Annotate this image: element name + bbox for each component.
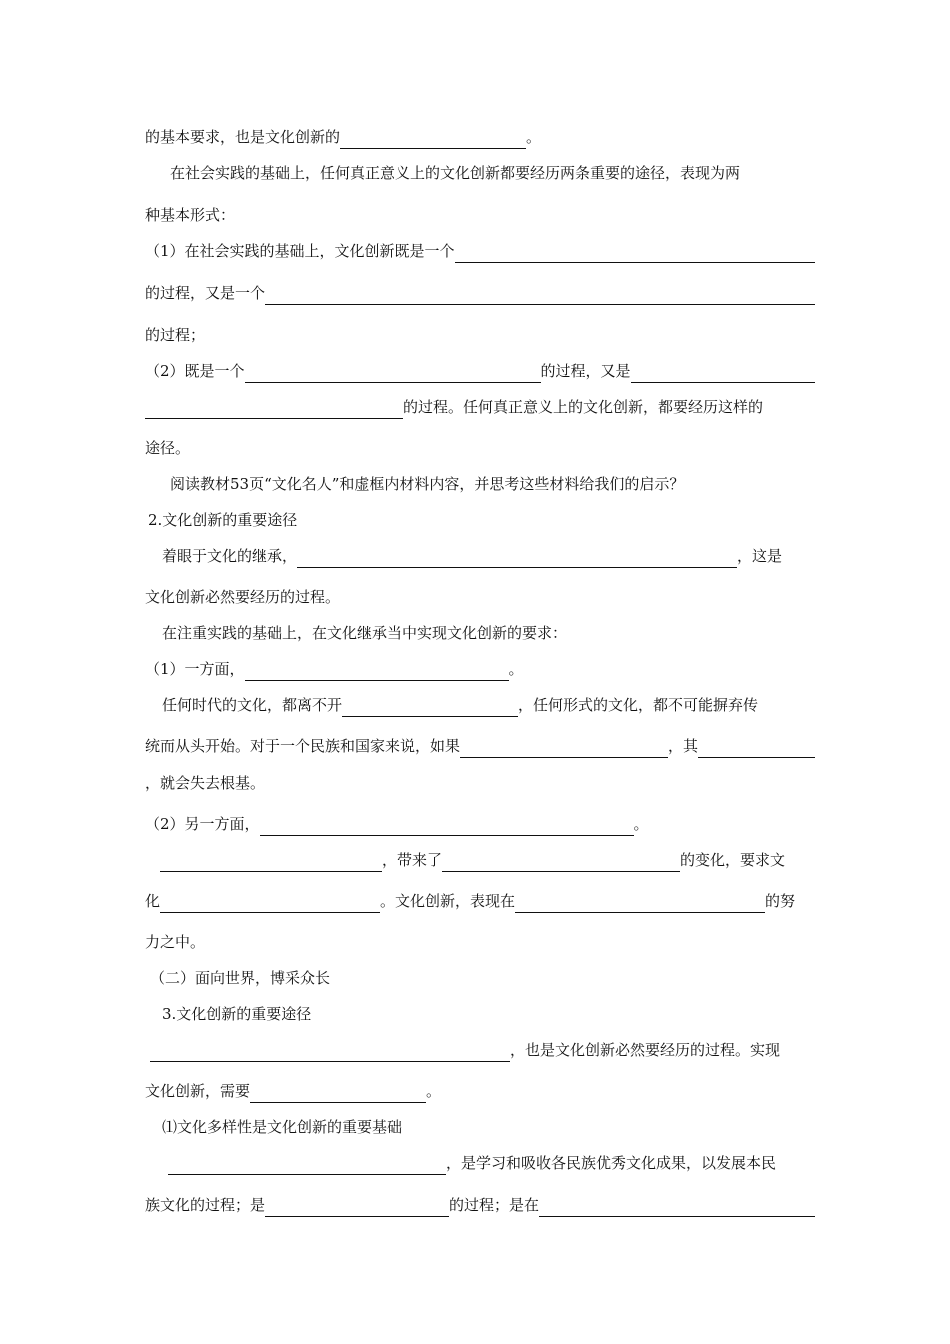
fill-blank[interactable] xyxy=(631,365,815,383)
fill-blank[interactable] xyxy=(698,740,815,758)
fill-blank[interactable] xyxy=(260,818,634,836)
line-text: 。文化创新，表现在 xyxy=(380,892,516,910)
paragraph-line xyxy=(145,436,815,460)
fill-blank[interactable] xyxy=(342,699,518,717)
text-line xyxy=(162,544,815,568)
text-line xyxy=(145,281,815,305)
line-text: （二）面向世界，博采众长 xyxy=(150,969,331,987)
fill-blank[interactable] xyxy=(160,895,380,913)
line-text: 文化创新，需要 xyxy=(145,1082,251,1100)
fill-blank[interactable] xyxy=(455,245,815,263)
line-text: 阅读教材53页“文化名人”和虚框内材料内容，并思考这些材料给我们的启示？ xyxy=(170,475,685,493)
line-text: 在社会实践的基础上，任何真正意义上的文化创新都要经历两条重要的途径，表现为两 xyxy=(170,164,741,182)
line-text: 化 xyxy=(145,892,161,910)
text-line xyxy=(145,889,815,913)
text-line xyxy=(145,395,815,419)
text-line xyxy=(145,657,815,681)
text-line xyxy=(168,1151,815,1175)
paragraph-line xyxy=(145,930,815,954)
line-text: ，是学习和吸收各民族优秀文化成果，以发展本民 xyxy=(446,1154,777,1172)
paragraph-line xyxy=(170,472,815,496)
line-text: 3.文化创新的重要途径 xyxy=(162,1005,312,1023)
line-text: 2.文化创新的重要途径 xyxy=(148,511,298,529)
line-text: 着眼于文化的继承， xyxy=(162,547,298,565)
paragraph-line xyxy=(162,621,815,645)
paragraph-line xyxy=(170,161,815,185)
line-text: 的过程，又是 xyxy=(540,362,631,380)
fill-blank[interactable] xyxy=(245,663,509,681)
fill-blank[interactable] xyxy=(150,1044,510,1062)
paragraph-line xyxy=(145,585,815,609)
line-text: 的变化，要求文 xyxy=(680,851,786,869)
text-line xyxy=(145,125,815,149)
line-text: 在注重实践的基础上，在文化继承当中实现文化创新的要求： xyxy=(162,624,568,642)
text-line xyxy=(145,239,815,263)
fill-blank[interactable] xyxy=(297,550,737,568)
fill-blank[interactable] xyxy=(460,740,668,758)
fill-blank[interactable] xyxy=(168,1157,446,1175)
fill-blank[interactable] xyxy=(265,287,815,305)
line-text: 的过程；是在 xyxy=(449,1196,540,1214)
line-text: 的基本要求，也是文化创新的 xyxy=(145,128,341,146)
fill-blank[interactable] xyxy=(145,401,403,419)
line-text: ，就会失去根基。 xyxy=(145,774,266,792)
line-text: ，也是文化创新必然要经历的过程。实现 xyxy=(510,1041,781,1059)
section-heading xyxy=(162,1002,832,1026)
fill-blank[interactable] xyxy=(265,1199,449,1217)
paragraph-line xyxy=(145,323,815,347)
line-text: 的过程。任何真正意义上的文化创新，都要经历这样的 xyxy=(403,398,764,416)
line-text: （2）另一方面， xyxy=(145,815,260,833)
paragraph-line xyxy=(145,771,815,795)
text-line xyxy=(145,734,815,758)
section-heading xyxy=(162,1115,832,1139)
text-line xyxy=(160,848,815,872)
text-line xyxy=(145,1193,815,1217)
line-text: 文化创新必然要经历的过程。 xyxy=(145,588,341,606)
line-text: 。 xyxy=(426,1082,442,1100)
text-line xyxy=(145,359,815,383)
line-text: ，这是 xyxy=(737,547,783,565)
line-text: 。 xyxy=(633,815,649,833)
fill-blank[interactable] xyxy=(250,1085,426,1103)
line-text: （1）一方面， xyxy=(145,660,245,678)
line-text: ，带来了 xyxy=(382,851,443,869)
text-line xyxy=(145,1079,815,1103)
fill-blank[interactable] xyxy=(539,1199,815,1217)
paragraph-line xyxy=(145,203,815,227)
text-line xyxy=(145,812,815,836)
fill-blank[interactable] xyxy=(340,131,526,149)
line-text: 统而从头开始。对于一个民族和国家来说，如果 xyxy=(145,737,461,755)
line-text: 的努 xyxy=(765,892,796,910)
fill-blank[interactable] xyxy=(515,895,765,913)
line-text: （2）既是一个 xyxy=(145,362,245,380)
line-text: 任何时代的文化，都离不开 xyxy=(162,696,343,714)
line-text: ⑴文化多样性是文化创新的重要基础 xyxy=(162,1118,403,1136)
text-line xyxy=(162,693,815,717)
line-text: ，任何形式的文化，都不可能摒弃传 xyxy=(518,696,759,714)
fill-blank[interactable] xyxy=(245,365,541,383)
text-line xyxy=(150,1038,815,1062)
line-text: （1）在社会实践的基础上，文化创新既是一个 xyxy=(145,242,455,260)
section-heading xyxy=(150,966,820,990)
section-heading xyxy=(148,508,818,532)
fill-blank[interactable] xyxy=(160,854,382,872)
line-text: 。 xyxy=(526,128,542,146)
line-text: 族文化的过程；是 xyxy=(145,1196,266,1214)
line-text: 途径。 xyxy=(145,439,191,457)
line-text: 。 xyxy=(508,660,524,678)
line-text: 力之中。 xyxy=(145,933,206,951)
line-text: 的过程； xyxy=(145,326,206,344)
line-text: 种基本形式： xyxy=(145,206,236,224)
line-text: 的过程，又是一个 xyxy=(145,284,266,302)
fill-blank[interactable] xyxy=(442,854,680,872)
line-text: ，其 xyxy=(668,737,699,755)
